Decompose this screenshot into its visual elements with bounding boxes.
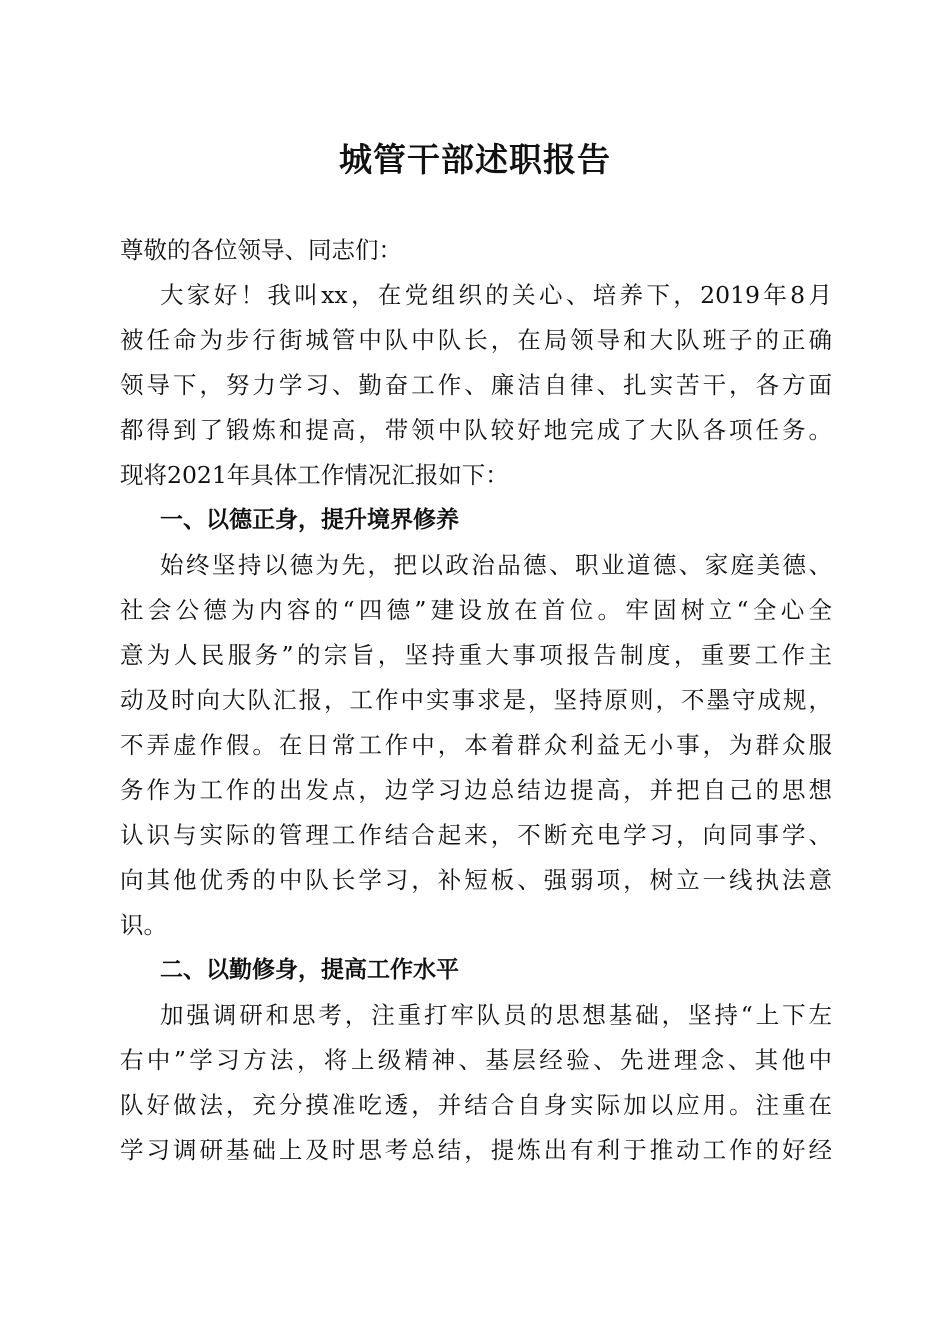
greeting-line: 尊敬的各位领导、同志们： [120, 236, 402, 264]
paragraph-line: 现将2021年具体工作情况汇报如下： [120, 461, 509, 489]
paragraph-line: 社会公德为内容的“四德”建设放在首位。牢固树立“全心全 [120, 596, 832, 624]
section2-paragraph [120, 993, 832, 1173]
section-heading-2: 二、以勤修身，提高工作水平 [160, 957, 459, 983]
paragraph-line: 向其他优秀的中队长学习，补短板、强弱项，树立一线执法意 [120, 866, 832, 894]
paragraph-line: 右中”学习方法，将上级精神、基层经验、先进理念、其他中 [120, 1046, 832, 1074]
paragraph-line: 大家好！我叫xx，在党组织的关心、培养下，2019年8月 [160, 281, 832, 309]
paragraph-line: 意为人民服务”的宗旨，坚持重大事项报告制度，重要工作主 [120, 641, 832, 669]
document-body [120, 228, 832, 1173]
intro-paragraph [120, 273, 832, 498]
paragraph-line: 被任命为步行街城管中队中队长，在局领导和大队班子的正确 [120, 326, 832, 354]
paragraph-line: 动及时向大队汇报，工作中实事求是，坚持原则，不墨守成规， [120, 686, 832, 714]
paragraph-line: 队好做法，充分摸准吃透，并结合自身实际加以应用。注重在 [120, 1091, 832, 1119]
document-title: 城管干部述职报告 [339, 140, 611, 179]
paragraph-line: 务作为工作的出发点，边学习边总结边提高，并把自己的思想 [120, 776, 832, 804]
paragraph-line: 识。 [120, 911, 167, 939]
paragraph-line: 领导下，努力学习、勤奋工作、廉洁自律、扎实苦干，各方面 [120, 371, 832, 399]
paragraph-line: 加强调研和思考，注重打牢队员的思想基础，坚持“上下左 [160, 1001, 832, 1029]
paragraph-line: 不弄虚作假。在日常工作中，本着群众利益无小事，为群众服 [120, 731, 832, 759]
section-heading-1: 一、以德正身，提升境界修养 [160, 507, 459, 533]
paragraph-line: 始终坚持以德为先，把以政治品德、职业道德、家庭美德、 [160, 551, 832, 579]
paragraph-line: 都得到了锻炼和提高，带领中队较好地完成了大队各项任务。 [120, 416, 832, 444]
section1-paragraph [120, 543, 832, 948]
paragraph-line: 学习调研基础上及时思考总结，提炼出有利于推动工作的好经 [120, 1136, 832, 1164]
paragraph-line: 认识与实际的管理工作结合起来，不断充电学习，向同事学、 [120, 821, 832, 849]
